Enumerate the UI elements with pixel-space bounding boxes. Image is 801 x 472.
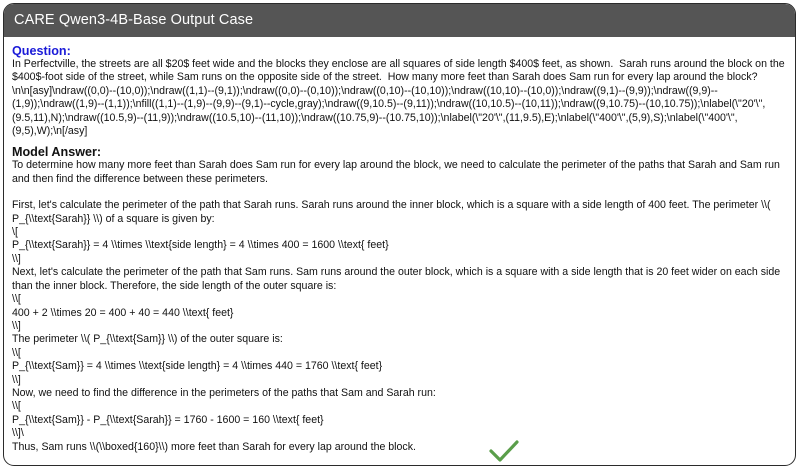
question-text: In Perfectville, the streets are all $20$ feet wide and the blocks they enclose are all squares of side length $400$ feet, as shown. Sarah runs around the block on the $400$-foot side of the street, while Sam runs on the opposite side of the street. How many more feet than Sarah does Sam run for every lap around the block?\n\n[asy]\ndraw((0,0)--(10,0));\ndraw((1,1)--(9,1));\ndraw((0,0)--(0,10));\ndraw((0,10)--(10,10));\ndraw((10,10)--(10,0));\ndraw((9,1)--(9,9));\ndraw((9,9)--(1,9));\ndraw((1,9)--(1,1));\nfill((1,1)--(1,9)--(9,9)--(9,1)--cycle,gray);\ndraw((9,10.5)--(9,11));\ndraw((10,10.5)--(10,11));\ndraw((9,10.75)--(10,10.75));\nlabel(\"20'\",(9.5,11),N);\ndraw((10.5,9)--(11,9));\ndraw((10.5,10)--(11,10));\ndraw((10.75,9)--(10.75,10));\nlabel(\"20'\",(11,9.5),E);\nlabel(\"400'\",(5,9),S);\nlabel(\"400'\",(9,5),W);\n[/asy]: [12, 58, 788, 138]
output-case-card: [3, 3, 796, 466]
answer-heading: Model Answer:: [12, 145, 102, 160]
question-heading: Question:: [12, 44, 71, 58]
card-title: CARE Qwen3-4B-Base Output Case: [4, 4, 795, 37]
checkmark-icon: [488, 438, 520, 464]
paragraph-spacer: [12, 186, 787, 199]
answer-intro: To determine how many more feet than Sarah does Sam run for every lap around the block, we need to calculate the perimeter of the paths that Sarah and Sam run and then find the difference between these perimeters.: [12, 159, 783, 185]
answer-body: First, let's calculate the perimeter of the path that Sarah runs. Sarah runs around the inner block, which is a square with a side length of 400 feet. The perimeter \\( P_{\\text{Sarah}} \\) of a square is given by: \[ P_{\\text{Sarah}} = 4 \\times \\text{side length} = 4 \\times 400 = 1600 \\text{ feet} \\] Next, let's calculate the perimeter of the path that Sam runs. Sam runs around the outer block, which is a square with a side length that is 20 feet wider on each side than the inner block. Therefore, the side length of the outer square is: \\[ 400 + 2 \\times 20 = 400 + 40 = 440 \\text{ feet} \\] The perimeter \\( P_{\\text{Sam}} \\) of the outer square is: \\[ P_{\\text{Sam}} = 4 \\times \\text{side length} = 4 \\times 440 = 1760 \\text{ feet} \\] Now, we need to find the difference in the perimeters of the paths that Sam and Sarah run: \\[ P_{\\text{Sam}} - P_{\\text{Sarah}} = 1760 - 1600 = 160 \\text{ feet} \\]\ Thus, Sam runs \\(\\boxed{160}\\) more feet than Sarah for every lap around the block.: [12, 199, 781, 453]
card-content: [4, 37, 795, 454]
